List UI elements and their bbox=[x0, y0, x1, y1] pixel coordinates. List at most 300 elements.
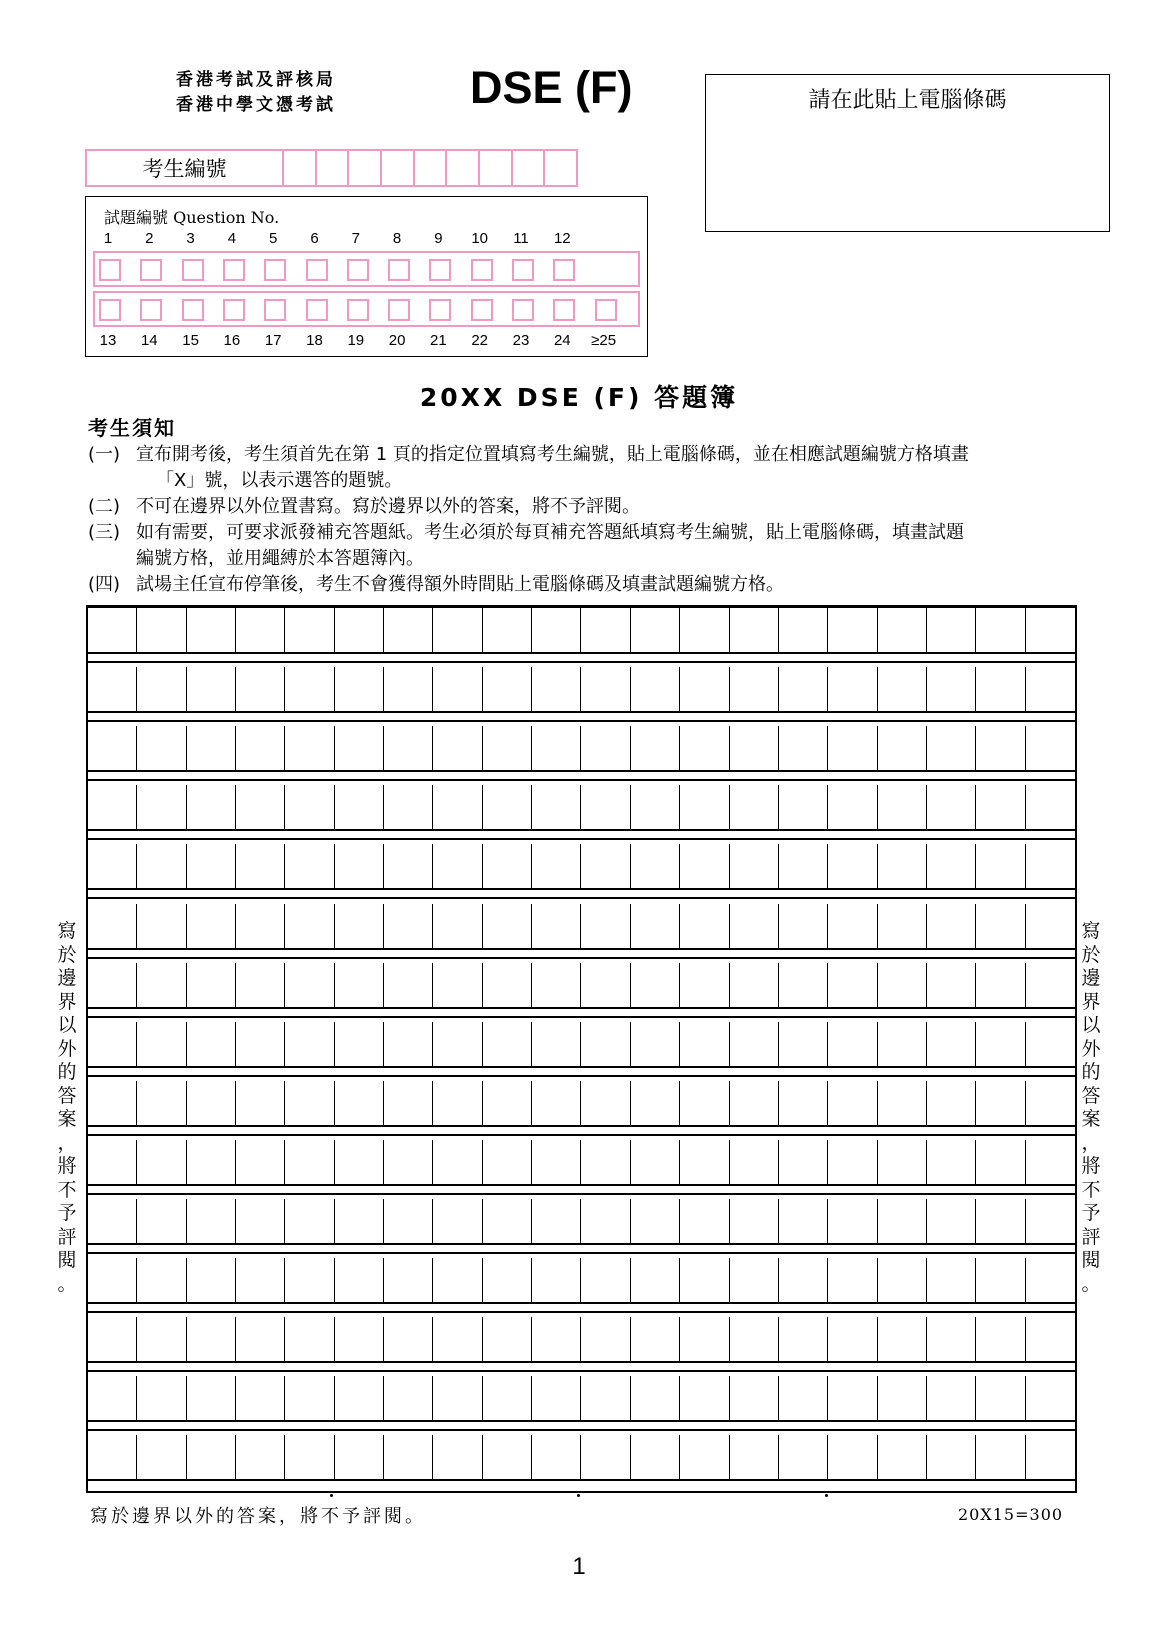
grid-cell[interactable] bbox=[730, 1022, 779, 1066]
grid-cell[interactable] bbox=[1026, 844, 1075, 888]
grid-cell[interactable] bbox=[532, 963, 581, 1007]
candidate-digit-box[interactable] bbox=[284, 151, 317, 185]
grid-cell[interactable] bbox=[927, 963, 976, 1007]
grid-cell[interactable] bbox=[582, 1199, 631, 1243]
grid-cell[interactable] bbox=[384, 963, 433, 1007]
question-checkbox[interactable] bbox=[182, 259, 204, 281]
grid-cell[interactable] bbox=[483, 1140, 532, 1184]
grid-cell[interactable] bbox=[285, 1258, 334, 1302]
grid-cell[interactable] bbox=[384, 608, 433, 652]
grid-cell[interactable] bbox=[779, 1258, 828, 1302]
grid-cell[interactable] bbox=[532, 1140, 581, 1184]
grid-cell[interactable] bbox=[582, 904, 631, 948]
grid-cell[interactable] bbox=[878, 1199, 927, 1243]
grid-cell[interactable] bbox=[236, 1081, 285, 1125]
grid-cell[interactable] bbox=[1026, 1081, 1075, 1125]
grid-cell[interactable] bbox=[137, 1081, 186, 1125]
grid-cell[interactable] bbox=[680, 904, 729, 948]
grid-cell[interactable] bbox=[532, 1317, 581, 1361]
answer-grid[interactable] bbox=[86, 605, 1077, 1493]
grid-cell[interactable] bbox=[187, 844, 236, 888]
grid-cell[interactable] bbox=[384, 1317, 433, 1361]
grid-cell[interactable] bbox=[878, 844, 927, 888]
grid-cell[interactable] bbox=[384, 844, 433, 888]
grid-cell[interactable] bbox=[976, 1140, 1025, 1184]
grid-cell[interactable] bbox=[236, 785, 285, 829]
grid-cell[interactable] bbox=[582, 844, 631, 888]
grid-cell[interactable] bbox=[187, 608, 236, 652]
grid-cell[interactable] bbox=[483, 726, 532, 770]
question-checkbox[interactable] bbox=[429, 259, 451, 281]
grid-cell[interactable] bbox=[433, 1376, 482, 1420]
question-checkbox[interactable] bbox=[99, 259, 121, 281]
grid-cell[interactable] bbox=[976, 1435, 1025, 1479]
grid-cell[interactable] bbox=[1026, 1317, 1075, 1361]
grid-cell[interactable] bbox=[137, 963, 186, 1007]
grid-cell[interactable] bbox=[779, 844, 828, 888]
grid-cell[interactable] bbox=[976, 1081, 1025, 1125]
grid-cell[interactable] bbox=[433, 1435, 482, 1479]
candidate-digit-box[interactable] bbox=[513, 151, 546, 185]
grid-cell[interactable] bbox=[187, 1317, 236, 1361]
grid-cell[interactable] bbox=[335, 1199, 384, 1243]
grid-cell[interactable] bbox=[878, 1317, 927, 1361]
grid-cell[interactable] bbox=[384, 1022, 433, 1066]
grid-cell[interactable] bbox=[976, 1317, 1025, 1361]
grid-cell[interactable] bbox=[878, 1258, 927, 1302]
grid-cell[interactable] bbox=[433, 1022, 482, 1066]
grid-cell[interactable] bbox=[828, 1022, 877, 1066]
grid-cell[interactable] bbox=[236, 1140, 285, 1184]
grid-cell[interactable] bbox=[1026, 1435, 1075, 1479]
grid-cell[interactable] bbox=[878, 1022, 927, 1066]
grid-cell[interactable] bbox=[927, 1435, 976, 1479]
question-checkbox[interactable] bbox=[388, 299, 410, 321]
grid-cell[interactable] bbox=[433, 667, 482, 711]
grid-cell[interactable] bbox=[483, 1022, 532, 1066]
grid-cell[interactable] bbox=[730, 785, 779, 829]
question-checkbox[interactable] bbox=[512, 259, 534, 281]
grid-cell[interactable] bbox=[631, 1317, 680, 1361]
grid-cell[interactable] bbox=[483, 1376, 532, 1420]
question-checkbox[interactable] bbox=[223, 299, 245, 321]
grid-cell[interactable] bbox=[187, 667, 236, 711]
grid-cell[interactable] bbox=[384, 1140, 433, 1184]
question-checkbox[interactable] bbox=[99, 299, 121, 321]
grid-cell[interactable] bbox=[236, 1435, 285, 1479]
grid-cell[interactable] bbox=[927, 1376, 976, 1420]
grid-cell[interactable] bbox=[828, 1258, 877, 1302]
grid-cell[interactable] bbox=[483, 608, 532, 652]
grid-cell[interactable] bbox=[878, 667, 927, 711]
grid-cell[interactable] bbox=[582, 1140, 631, 1184]
grid-cell[interactable] bbox=[828, 844, 877, 888]
grid-cell[interactable] bbox=[187, 785, 236, 829]
question-checkbox[interactable] bbox=[347, 299, 369, 321]
grid-cell[interactable] bbox=[730, 904, 779, 948]
grid-cell[interactable] bbox=[976, 608, 1025, 652]
grid-cell[interactable] bbox=[631, 844, 680, 888]
grid-cell[interactable] bbox=[236, 608, 285, 652]
grid-cell[interactable] bbox=[779, 1022, 828, 1066]
grid-cell[interactable] bbox=[236, 1199, 285, 1243]
grid-cell[interactable] bbox=[878, 608, 927, 652]
grid-cell[interactable] bbox=[137, 726, 186, 770]
question-checkbox[interactable] bbox=[182, 299, 204, 321]
grid-cell[interactable] bbox=[828, 667, 877, 711]
grid-cell[interactable] bbox=[927, 1258, 976, 1302]
grid-cell[interactable] bbox=[137, 667, 186, 711]
grid-cell[interactable] bbox=[779, 785, 828, 829]
grid-cell[interactable] bbox=[433, 1258, 482, 1302]
grid-cell[interactable] bbox=[779, 726, 828, 770]
grid-cell[interactable] bbox=[433, 963, 482, 1007]
grid-cell[interactable] bbox=[828, 608, 877, 652]
grid-cell[interactable] bbox=[433, 1317, 482, 1361]
grid-cell[interactable] bbox=[483, 1258, 532, 1302]
grid-cell[interactable] bbox=[88, 667, 137, 711]
grid-cell[interactable] bbox=[88, 785, 137, 829]
grid-cell[interactable] bbox=[88, 1199, 137, 1243]
grid-cell[interactable] bbox=[582, 1022, 631, 1066]
grid-cell[interactable] bbox=[1026, 1140, 1075, 1184]
grid-cell[interactable] bbox=[137, 904, 186, 948]
grid-cell[interactable] bbox=[927, 1140, 976, 1184]
grid-cell[interactable] bbox=[680, 1081, 729, 1125]
grid-cell[interactable] bbox=[976, 1022, 1025, 1066]
grid-cell[interactable] bbox=[335, 904, 384, 948]
grid-cell[interactable] bbox=[779, 1199, 828, 1243]
grid-cell[interactable] bbox=[828, 1317, 877, 1361]
grid-cell[interactable] bbox=[532, 1376, 581, 1420]
grid-cell[interactable] bbox=[927, 844, 976, 888]
grid-cell[interactable] bbox=[483, 1199, 532, 1243]
grid-cell[interactable] bbox=[483, 667, 532, 711]
grid-cell[interactable] bbox=[828, 1435, 877, 1479]
grid-cell[interactable] bbox=[828, 904, 877, 948]
grid-cell[interactable] bbox=[285, 785, 334, 829]
grid-cell[interactable] bbox=[236, 667, 285, 711]
grid-cell[interactable] bbox=[730, 1435, 779, 1479]
grid-cell[interactable] bbox=[285, 1199, 334, 1243]
grid-cell[interactable] bbox=[335, 1140, 384, 1184]
grid-cell[interactable] bbox=[532, 1199, 581, 1243]
question-checkbox[interactable] bbox=[388, 259, 410, 281]
grid-cell[interactable] bbox=[1026, 904, 1075, 948]
grid-cell[interactable] bbox=[680, 844, 729, 888]
grid-cell[interactable] bbox=[384, 785, 433, 829]
grid-cell[interactable] bbox=[433, 1199, 482, 1243]
grid-cell[interactable] bbox=[137, 844, 186, 888]
grid-cell[interactable] bbox=[285, 963, 334, 1007]
grid-cell[interactable] bbox=[532, 608, 581, 652]
grid-cell[interactable] bbox=[730, 1199, 779, 1243]
grid-cell[interactable] bbox=[779, 667, 828, 711]
grid-cell[interactable] bbox=[582, 1081, 631, 1125]
grid-cell[interactable] bbox=[384, 726, 433, 770]
candidate-digit-box[interactable] bbox=[317, 151, 350, 185]
grid-cell[interactable] bbox=[433, 608, 482, 652]
grid-cell[interactable] bbox=[483, 785, 532, 829]
grid-cell[interactable] bbox=[88, 1022, 137, 1066]
grid-cell[interactable] bbox=[927, 726, 976, 770]
grid-cell[interactable] bbox=[1026, 667, 1075, 711]
candidate-digit-box[interactable] bbox=[415, 151, 448, 185]
grid-cell[interactable] bbox=[88, 1258, 137, 1302]
grid-cell[interactable] bbox=[927, 785, 976, 829]
grid-cell[interactable] bbox=[779, 1435, 828, 1479]
grid-cell[interactable] bbox=[285, 1317, 334, 1361]
grid-cell[interactable] bbox=[285, 1376, 334, 1420]
grid-cell[interactable] bbox=[335, 1081, 384, 1125]
grid-cell[interactable] bbox=[582, 1376, 631, 1420]
grid-cell[interactable] bbox=[335, 726, 384, 770]
grid-cell[interactable] bbox=[236, 1376, 285, 1420]
grid-cell[interactable] bbox=[631, 1140, 680, 1184]
grid-cell[interactable] bbox=[976, 1376, 1025, 1420]
grid-cell[interactable] bbox=[976, 726, 1025, 770]
grid-cell[interactable] bbox=[285, 1140, 334, 1184]
grid-cell[interactable] bbox=[285, 726, 334, 770]
grid-cell[interactable] bbox=[680, 1376, 729, 1420]
grid-cell[interactable] bbox=[680, 963, 729, 1007]
grid-cell[interactable] bbox=[433, 844, 482, 888]
grid-cell[interactable] bbox=[335, 1258, 384, 1302]
grid-cell[interactable] bbox=[730, 608, 779, 652]
grid-cell[interactable] bbox=[187, 1435, 236, 1479]
grid-cell[interactable] bbox=[483, 1081, 532, 1125]
grid-cell[interactable] bbox=[137, 1317, 186, 1361]
grid-cell[interactable] bbox=[927, 1022, 976, 1066]
grid-cell[interactable] bbox=[730, 1317, 779, 1361]
grid-cell[interactable] bbox=[532, 667, 581, 711]
grid-cell[interactable] bbox=[88, 844, 137, 888]
grid-cell[interactable] bbox=[730, 844, 779, 888]
question-checkbox[interactable] bbox=[140, 299, 162, 321]
grid-cell[interactable] bbox=[779, 963, 828, 1007]
question-checkbox[interactable] bbox=[140, 259, 162, 281]
grid-cell[interactable] bbox=[335, 1022, 384, 1066]
grid-cell[interactable] bbox=[680, 1140, 729, 1184]
grid-cell[interactable] bbox=[582, 1435, 631, 1479]
grid-cell[interactable] bbox=[236, 1022, 285, 1066]
grid-cell[interactable] bbox=[88, 904, 137, 948]
grid-cell[interactable] bbox=[532, 904, 581, 948]
question-checkbox[interactable] bbox=[471, 299, 493, 321]
grid-cell[interactable] bbox=[878, 726, 927, 770]
grid-cell[interactable] bbox=[779, 1081, 828, 1125]
grid-cell[interactable] bbox=[680, 785, 729, 829]
grid-cell[interactable] bbox=[680, 608, 729, 652]
grid-cell[interactable] bbox=[828, 963, 877, 1007]
question-checkbox[interactable] bbox=[264, 259, 286, 281]
grid-cell[interactable] bbox=[582, 608, 631, 652]
grid-cell[interactable] bbox=[631, 1022, 680, 1066]
grid-cell[interactable] bbox=[582, 1258, 631, 1302]
question-checkbox[interactable] bbox=[471, 259, 493, 281]
grid-cell[interactable] bbox=[384, 904, 433, 948]
grid-cell[interactable] bbox=[631, 1376, 680, 1420]
grid-cell[interactable] bbox=[631, 1435, 680, 1479]
grid-cell[interactable] bbox=[779, 1140, 828, 1184]
candidate-digit-box[interactable] bbox=[447, 151, 480, 185]
grid-cell[interactable] bbox=[137, 1140, 186, 1184]
grid-cell[interactable] bbox=[878, 1140, 927, 1184]
grid-cell[interactable] bbox=[187, 904, 236, 948]
grid-cell[interactable] bbox=[187, 726, 236, 770]
grid-cell[interactable] bbox=[927, 1199, 976, 1243]
question-checkbox[interactable] bbox=[595, 299, 617, 321]
grid-cell[interactable] bbox=[335, 785, 384, 829]
question-checkbox[interactable] bbox=[223, 259, 245, 281]
grid-cell[interactable] bbox=[384, 667, 433, 711]
grid-cell[interactable] bbox=[1026, 963, 1075, 1007]
grid-cell[interactable] bbox=[927, 1317, 976, 1361]
grid-cell[interactable] bbox=[483, 844, 532, 888]
grid-cell[interactable] bbox=[532, 844, 581, 888]
grid-cell[interactable] bbox=[187, 1199, 236, 1243]
grid-cell[interactable] bbox=[532, 1435, 581, 1479]
grid-cell[interactable] bbox=[483, 963, 532, 1007]
grid-cell[interactable] bbox=[927, 1081, 976, 1125]
grid-cell[interactable] bbox=[236, 1317, 285, 1361]
grid-cell[interactable] bbox=[433, 1140, 482, 1184]
grid-cell[interactable] bbox=[384, 1258, 433, 1302]
grid-cell[interactable] bbox=[976, 667, 1025, 711]
grid-cell[interactable] bbox=[878, 785, 927, 829]
grid-cell[interactable] bbox=[88, 1435, 137, 1479]
grid-cell[interactable] bbox=[384, 1376, 433, 1420]
grid-cell[interactable] bbox=[285, 667, 334, 711]
grid-cell[interactable] bbox=[878, 963, 927, 1007]
grid-cell[interactable] bbox=[976, 844, 1025, 888]
grid-cell[interactable] bbox=[285, 1435, 334, 1479]
grid-cell[interactable] bbox=[137, 785, 186, 829]
candidate-number-field[interactable] bbox=[85, 149, 578, 187]
grid-cell[interactable] bbox=[187, 963, 236, 1007]
grid-cell[interactable] bbox=[680, 1317, 729, 1361]
grid-cell[interactable] bbox=[335, 844, 384, 888]
grid-cell[interactable] bbox=[631, 667, 680, 711]
grid-cell[interactable] bbox=[631, 1258, 680, 1302]
grid-cell[interactable] bbox=[730, 1258, 779, 1302]
grid-cell[interactable] bbox=[335, 963, 384, 1007]
grid-cell[interactable] bbox=[433, 1081, 482, 1125]
grid-cell[interactable] bbox=[88, 726, 137, 770]
grid-cell[interactable] bbox=[384, 1081, 433, 1125]
grid-cell[interactable] bbox=[532, 1081, 581, 1125]
grid-cell[interactable] bbox=[285, 844, 334, 888]
grid-cell[interactable] bbox=[730, 1081, 779, 1125]
grid-cell[interactable] bbox=[1026, 608, 1075, 652]
grid-cell[interactable] bbox=[285, 1022, 334, 1066]
grid-cell[interactable] bbox=[730, 726, 779, 770]
grid-cell[interactable] bbox=[680, 1435, 729, 1479]
grid-cell[interactable] bbox=[1026, 1376, 1075, 1420]
grid-cell[interactable] bbox=[779, 1376, 828, 1420]
grid-cell[interactable] bbox=[137, 1376, 186, 1420]
grid-cell[interactable] bbox=[187, 1258, 236, 1302]
question-checkbox[interactable] bbox=[553, 299, 575, 321]
grid-cell[interactable] bbox=[828, 1140, 877, 1184]
grid-cell[interactable] bbox=[532, 785, 581, 829]
candidate-digit-box[interactable] bbox=[349, 151, 382, 185]
question-checkbox[interactable] bbox=[306, 259, 328, 281]
grid-cell[interactable] bbox=[88, 1317, 137, 1361]
grid-cell[interactable] bbox=[236, 1258, 285, 1302]
grid-cell[interactable] bbox=[680, 1258, 729, 1302]
grid-cell[interactable] bbox=[976, 963, 1025, 1007]
grid-cell[interactable] bbox=[187, 1140, 236, 1184]
grid-cell[interactable] bbox=[433, 785, 482, 829]
question-checkbox[interactable] bbox=[512, 299, 534, 321]
grid-cell[interactable] bbox=[878, 1435, 927, 1479]
grid-cell[interactable] bbox=[582, 963, 631, 1007]
grid-cell[interactable] bbox=[187, 1022, 236, 1066]
grid-cell[interactable] bbox=[631, 608, 680, 652]
grid-cell[interactable] bbox=[631, 963, 680, 1007]
grid-cell[interactable] bbox=[680, 667, 729, 711]
grid-cell[interactable] bbox=[187, 1376, 236, 1420]
grid-cell[interactable] bbox=[1026, 1022, 1075, 1066]
grid-cell[interactable] bbox=[137, 1258, 186, 1302]
grid-cell[interactable] bbox=[878, 904, 927, 948]
candidate-digit-box[interactable] bbox=[382, 151, 415, 185]
grid-cell[interactable] bbox=[88, 1376, 137, 1420]
grid-cell[interactable] bbox=[335, 608, 384, 652]
grid-cell[interactable] bbox=[828, 1199, 877, 1243]
grid-cell[interactable] bbox=[532, 726, 581, 770]
grid-cell[interactable] bbox=[730, 963, 779, 1007]
grid-cell[interactable] bbox=[532, 1258, 581, 1302]
grid-cell[interactable] bbox=[137, 608, 186, 652]
grid-cell[interactable] bbox=[187, 1081, 236, 1125]
grid-cell[interactable] bbox=[433, 726, 482, 770]
grid-cell[interactable] bbox=[1026, 726, 1075, 770]
grid-cell[interactable] bbox=[878, 1376, 927, 1420]
grid-cell[interactable] bbox=[680, 1022, 729, 1066]
grid-cell[interactable] bbox=[680, 726, 729, 770]
grid-cell[interactable] bbox=[335, 1317, 384, 1361]
grid-cell[interactable] bbox=[779, 1317, 828, 1361]
grid-cell[interactable] bbox=[532, 1022, 581, 1066]
grid-cell[interactable] bbox=[236, 726, 285, 770]
grid-cell[interactable] bbox=[285, 904, 334, 948]
grid-cell[interactable] bbox=[88, 1081, 137, 1125]
grid-cell[interactable] bbox=[384, 1435, 433, 1479]
grid-cell[interactable] bbox=[631, 726, 680, 770]
grid-cell[interactable] bbox=[88, 963, 137, 1007]
grid-cell[interactable] bbox=[137, 1199, 186, 1243]
grid-cell[interactable] bbox=[335, 1435, 384, 1479]
grid-cell[interactable] bbox=[236, 844, 285, 888]
grid-cell[interactable] bbox=[433, 904, 482, 948]
grid-cell[interactable] bbox=[236, 904, 285, 948]
grid-cell[interactable] bbox=[631, 785, 680, 829]
grid-cell[interactable] bbox=[878, 1081, 927, 1125]
grid-cell[interactable] bbox=[828, 1081, 877, 1125]
grid-cell[interactable] bbox=[582, 667, 631, 711]
grid-cell[interactable] bbox=[483, 904, 532, 948]
grid-cell[interactable] bbox=[285, 1081, 334, 1125]
grid-cell[interactable] bbox=[483, 1435, 532, 1479]
grid-cell[interactable] bbox=[582, 726, 631, 770]
grid-cell[interactable] bbox=[384, 1199, 433, 1243]
grid-cell[interactable] bbox=[730, 1140, 779, 1184]
question-checkbox[interactable] bbox=[264, 299, 286, 321]
grid-cell[interactable] bbox=[1026, 785, 1075, 829]
grid-cell[interactable] bbox=[779, 608, 828, 652]
